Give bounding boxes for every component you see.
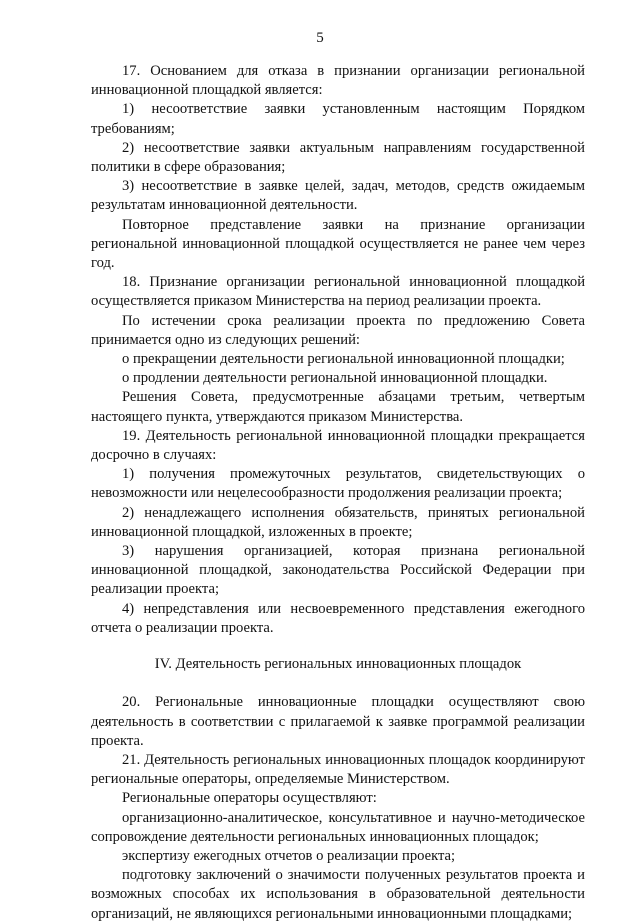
page-number: 5 <box>316 30 324 46</box>
list-item: 3) несоответствие в заявке целей, задач, методов, средств ожидаемым результатам инновационной деятельности. <box>91 178 585 214</box>
paragraph-18: 18. Признание организации региональной инновационной площадкой осуществляется приказом Министерства на период реализации проекта. <box>91 274 585 310</box>
section-heading: IV. Деятельность региональных инновационных площадок <box>154 656 522 673</box>
paragraph-19: 19. Деятельность региональной инновационной площадки прекращается досрочно в случаях: <box>91 427 585 464</box>
list-item: о продлении деятельности региональной инновационной площадки. <box>122 370 548 387</box>
paragraph: Региональные операторы осуществляют: <box>122 790 377 807</box>
document-body <box>91 62 585 924</box>
list-item: подготовку заключений о значимости полученных результатов проекта и возможных способах их использования в образовательной деятельности организаций, не являющихся региональными инновационными площадками; <box>91 867 585 922</box>
paragraph-17: 17. Основанием для отказа в признании организации региональной инновационной площадкой является: <box>91 63 585 99</box>
paragraph: По истечении срока реализации проекта по предложению Совета принимается одно из следующих решений: <box>91 312 585 348</box>
list-item: 3) нарушения организацией, которая признана региональной инновационной площадкой, законодательства Российской Федерации при реализации проекта; <box>91 543 585 598</box>
list-item: организационно-аналитическое, консультативное и научно-методическое сопровождение деятельности региональных инновационных площадок; <box>91 809 585 845</box>
list-item: 2) ненадлежащего исполнения обязательств, принятых региональной инновационной площадкой, изложенных в проекте; <box>91 504 585 540</box>
paragraph-21: 21. Деятельность региональных инновационных площадок координируют региональные операторы, определяемые Министерством. <box>91 751 585 788</box>
list-item: 4) непредставления или несвоевременного представления ежегодного отчета о реализации проекта. <box>91 600 585 636</box>
list-item: 1) получения промежуточных результатов, свидетельствующих о невозможности или нецелесообразности продолжения реализации проекта; <box>91 466 585 502</box>
list-item: 1) несоответствие заявки установленным настоящим Порядком требованиям; <box>91 101 585 137</box>
paragraph: Повторное представление заявки на признание организации региональной инновационной площадкой осуществляется не ранее чем через год. <box>91 216 585 272</box>
paragraph: Решения Совета, предусмотренные абзацами третьим, четвертым настоящего пункта, утверждаются приказом Министерства. <box>91 389 585 425</box>
list-item: экспертизу ежегодных отчетов о реализации проекта; <box>122 847 456 864</box>
list-item: о прекращении деятельности региональной инновационной площадки; <box>122 351 565 368</box>
list-item: 2) несоответствие заявки актуальным направлениям государственной политики в сфере образования; <box>91 139 585 176</box>
paragraph-20: 20. Региональные инновационные площадки осуществляют свою деятельность в соответствии с прилагаемой к заявке программой реализации проекта. <box>91 694 585 749</box>
